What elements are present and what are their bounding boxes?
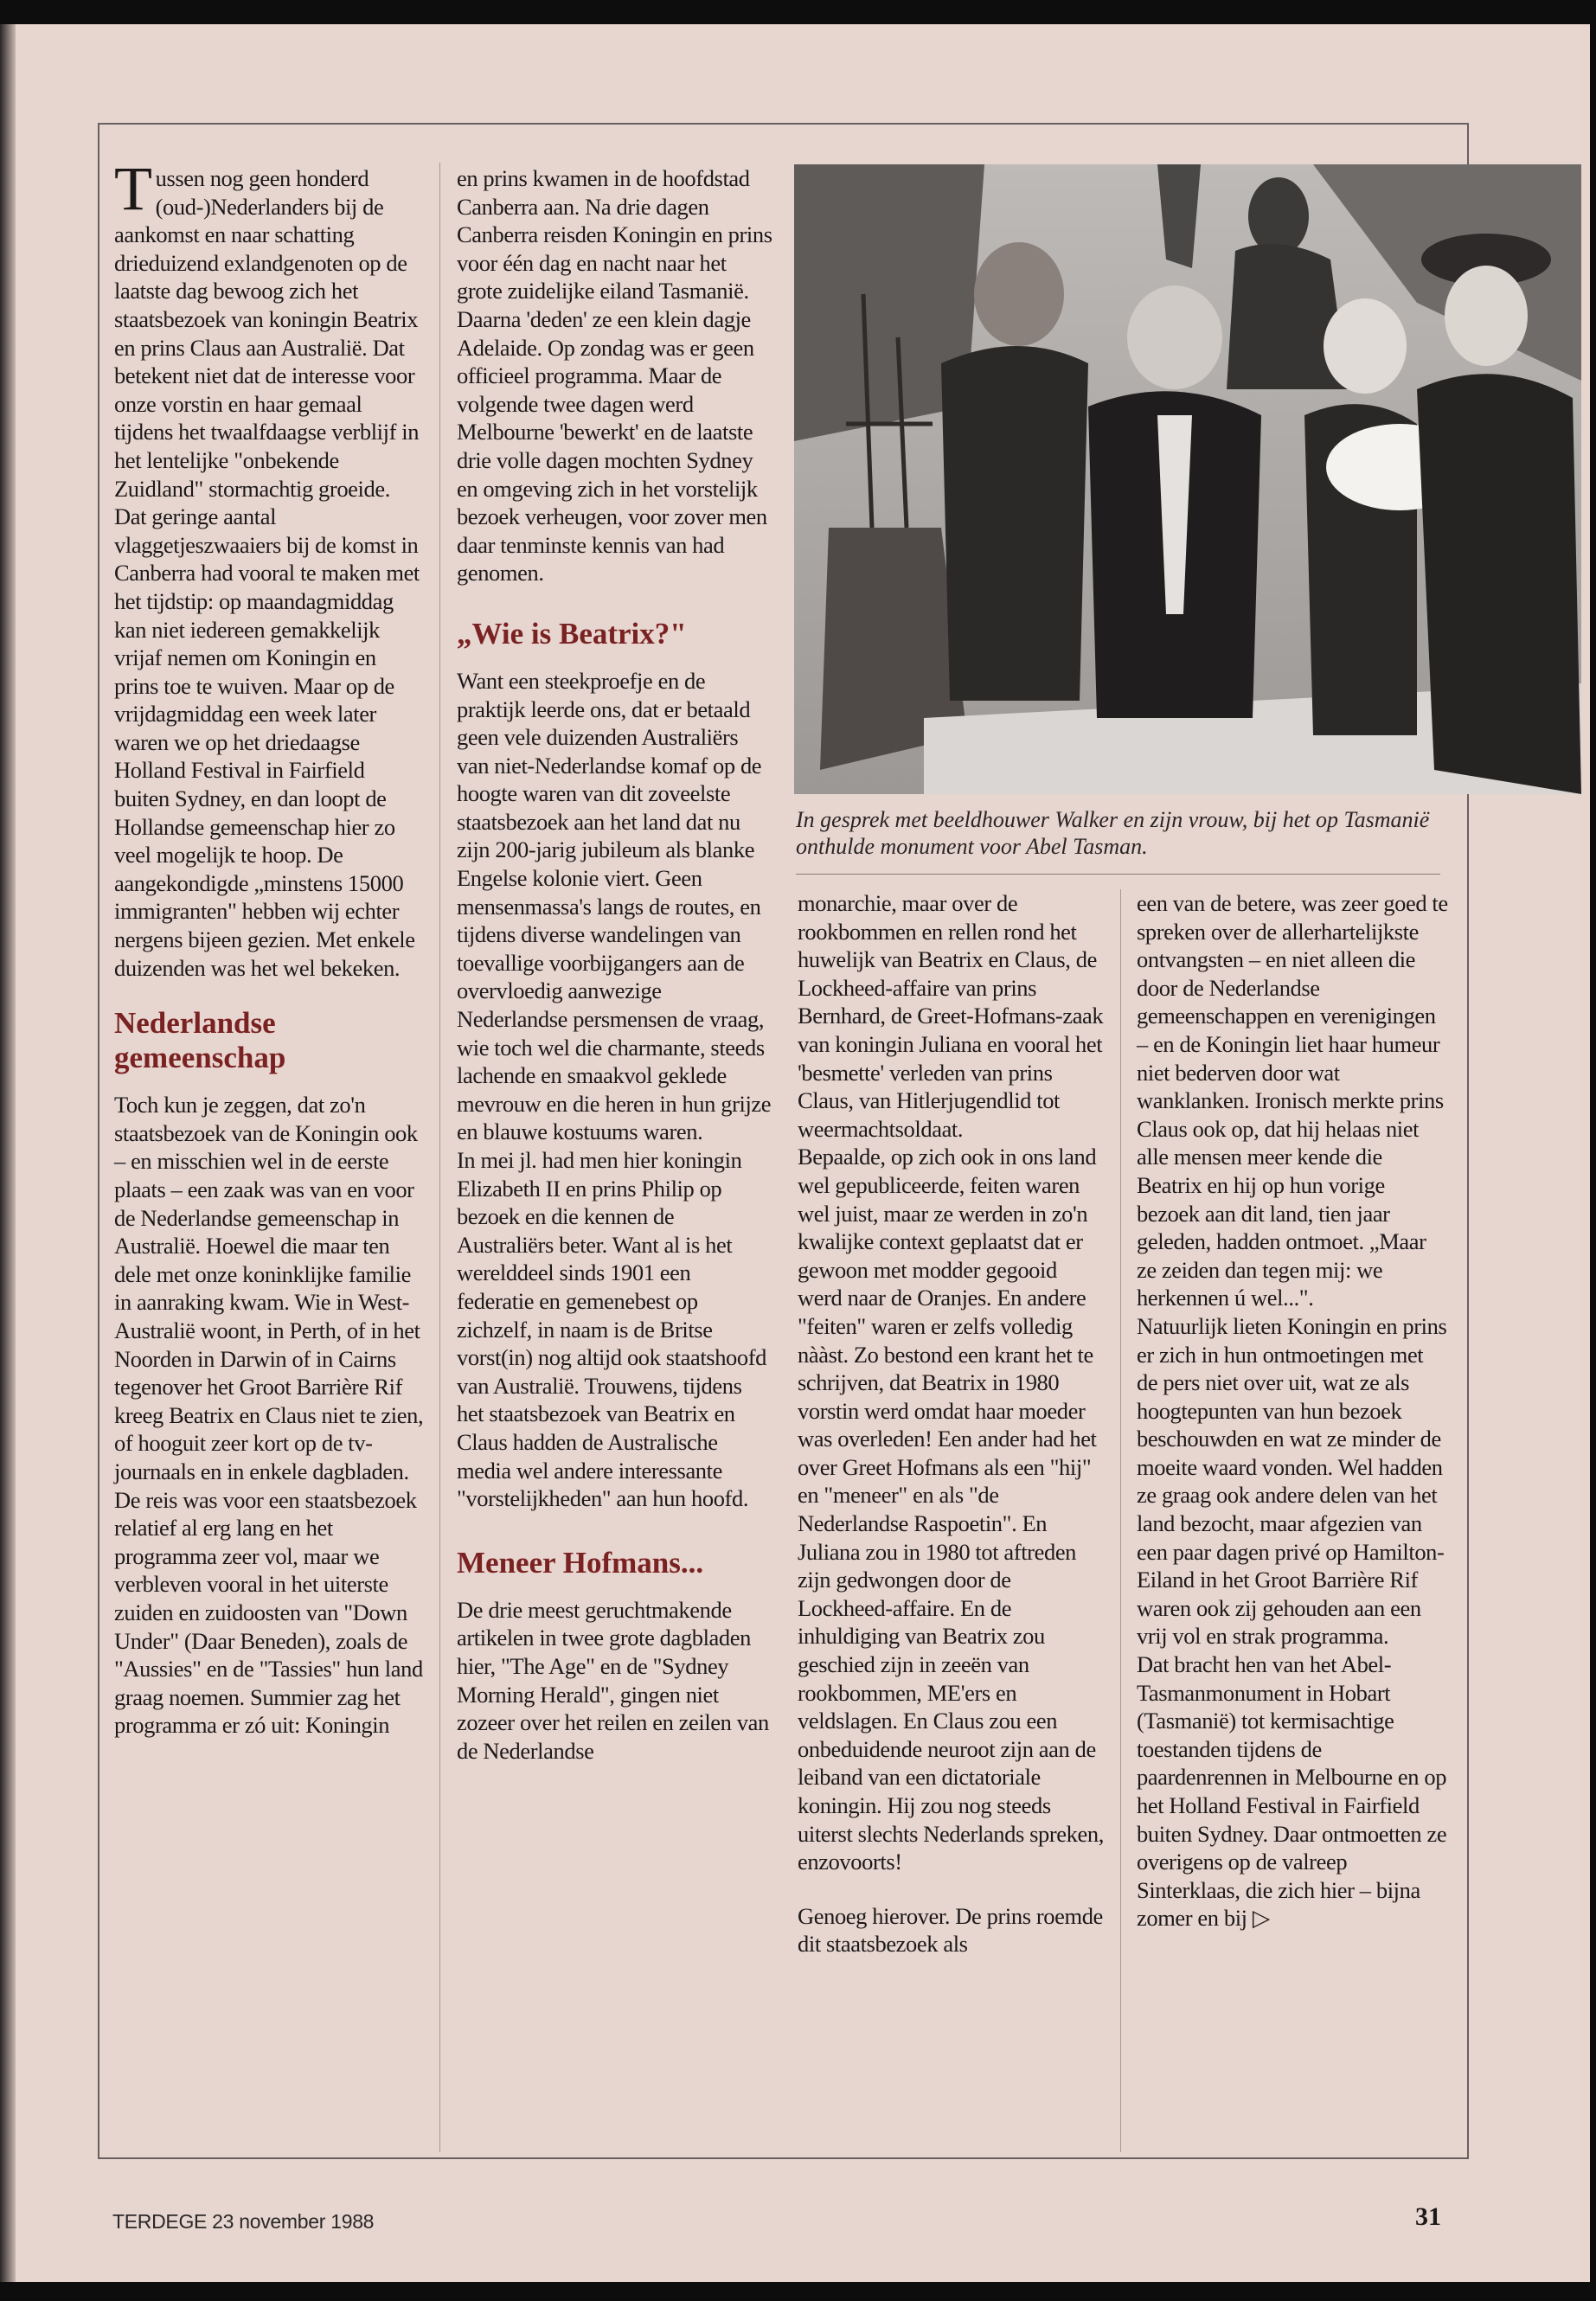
column-separator xyxy=(1120,889,1121,2152)
paragraph: De drie meest geruchtmakende artikelen in twee grote dagbladen hier, "The Age" en de "Sydney Morning Herald", gingen niet zozeer over het reilen en zeilen van de Nederlandse xyxy=(457,1596,769,1764)
photo-caption: In gesprek met beeldhouwer Walker en zijn vrouw, bij het op Tasmanië onthulde monument voor Abel Tasman. xyxy=(796,807,1430,859)
paragraph: monarchie, maar over de rookbommen en rellen rond het huwelijk van Beatrix en Claus, de Lockheed-affaire van prins Bernhard, de Greet-Hofmans-zaak van koningin Juliana en vooral het 'besmette' verleden van prins Claus, van Hitlerjugendlid tot weermachtsoldaat. xyxy=(798,890,1104,1142)
paragraph: een van de betere, was zeer goed te spreken over de allerhartelijkste ontvangsten – en niet alleen die door de Nederlandse gemeenschappen en verenigingen – en de Koningin liet haar humeur niet bederven door wat wanklanken. Ironisch merkte prins Claus ook op, dat hij helaas niet alle mensen meer kende die Beatrix en hij op hun vorige bezoek aan dit land, tien jaar geleden, hadden ontmoet. „Maar ze zeiden dan tegen mij: we herkennen ú wel...". xyxy=(1137,890,1448,1311)
photo xyxy=(794,164,1581,794)
paragraph: Genoeg hierover. De prins roemde dit staatsbezoek als xyxy=(798,1902,1103,1958)
paragraph: Bepaalde, op zich ook in ons land wel gepubliceerde, feiten waren wel juist, maar ze werden in zo'n kwalijke context geplaatst dat er gewoon met modder gegooid werd naar de Oranjes. En andere "feiten" waren er zelfs volledig nààst. Zo bestond een krant het te schrijven, dat Beatrix in 1980 vorstin werd omdat haar moeder was overleden! Een ander had het over Greet Hofmans als een "hij" en "meneer" en als "de Nederlandse Raspoetin". En Juliana zou in 1980 tot aftreden zijn gedwongen door de Lockheed-affaire. En de inhuldiging van Beatrix zou geschied zijn in zeeën van rookbommen, ME'ers en veldslagen. En Claus zou een onbeduidende neuroot zijn aan de leiband van een dictatoriale koningin. Hij zou nog steeds uiterst slechts Nederlands spreken, enzovoorts! xyxy=(798,1144,1104,1875)
paragraph: In mei jl. had men hier koningin Elizabeth II en prins Philip op bezoek en die kennen de Australiërs beter. Want al is het werelddeel sinds 1901 een federatie en gemenebest op zichzelf, in naam is de Britse vorst(in) nog altijd ook staatshoofd van Australië. Trouwens, tijdens het staatsbezoek van Beatrix en Claus hadden de Australische media wel andere interessante "vorstelijkheden" aan hun hoofd. xyxy=(457,1147,767,1512)
paragraph: De reis was voor een staatsbezoek relatief al erg lang en het programma zeer vol, maar we verbleven vooral in het uiterste zuiden en zuidoosten van "Down Under" (Daar Beneden), zoals de "Aussies" en de "Tassies" hun land graag noemen. Summier zag het programma er zó uit: Koningin xyxy=(114,1486,423,1739)
section-heading: „Wie is Beatrix?" xyxy=(457,616,687,651)
article-column-3 xyxy=(798,889,1105,1958)
paragraph: Tussen nog geen honderd (oud-)Nederlanders bij de aankomst en naar schatting drieduizend exlandgenoten op de laatste dag bewoog zich het staatsbezoek van koningin Beatrix en prins Claus aan Australië. Dat betekent niet dat de interesse voor onze vorstin en haar gemaal tijdens het twaalfdaagse verblijf in het lentelijke "onbekende Zuidland" stormachtig groeide. xyxy=(114,154,420,502)
caption-divider xyxy=(796,874,1440,875)
continue-arrow-icon: ▷ xyxy=(1252,1905,1270,1932)
paragraph: Want een steekproefje en de praktijk leerde ons, dat er betaald geen vele duizenden Australiërs van niet-Nederlandse komaf op de hoogte waren van dit zoveelste staatsbezoek aan het land dat nu zijn 200-jarig jubileum als blanke Engelse kolonie viert. Geen mensenmassa's langs de routes, en tijdens diverse wandelingen van toevallige voorbijgangers aan de overvloedig aanwezige Nederlandse persmensen de vraag, wie toch wel die charmante, steeds lachende en smaakvol geklede mevrouw en die heren in hun grijze en blauwe kostuums waren. xyxy=(457,667,772,1145)
article-column-4 xyxy=(1137,889,1448,1932)
paragraph: en prins kwamen in de hoofdstad Canberra aan. Na drie dagen Canberra reisden Koningin en prins voor één dag en nacht naar het grote zuidelijke eiland Tasmanië. Daarna 'deden' ze een klein dagje Adelaide. Op zondag was er geen officieel programma. Maar de volgende twee dagen werd Melbourne 'bewerkt' en de laatste drie volle dagen mochten Sydney en omgeving zich in het vorstelijk bezoek verheugen, voor zover men daar tenminste kennis van had genomen. xyxy=(457,165,772,586)
article-column-1 xyxy=(114,154,424,1740)
paragraph: Dat bracht hen van het Abel-Tasmanmonument in Hobart (Tasmanië) tot kermisachtige toestanden tijdens de paardenrennen in Melbourne en op het Holland Festival in Fairfield buiten Sydney. Daar ontmoetten ze overigens op de valreep Sinterklaas, die zich hier – bijna zomer en bij ▷ xyxy=(1137,1651,1447,1932)
article-column-2 xyxy=(457,164,772,1765)
paragraph: Toch kun je zeggen, dat zo'n staatsbezoek van de Koningin ook – en misschien wel in de eerste plaats – een zaak was van en voor de Nederlandse gemeenschap in Australië. Hoewel die maar ten dele met onze koninklijke familie in aanraking kwam. Wie in West-Australië woont, in Perth, of in het Noorden in Darwin of in Cairns tegenover het Groot Barrière Rif kreeg Beatrix en Claus niet te zien, of hooguit zeer kort op de tv-journaals en in enkele dagbladen. xyxy=(114,1092,424,1484)
column-separator xyxy=(439,163,440,2152)
section-heading: Meneer Hofmans... xyxy=(457,1545,704,1580)
drop-cap: T xyxy=(114,154,152,223)
footer-publication: TERDEGE 23 november 1988 xyxy=(112,2210,375,2233)
section-heading: Nederlandse gemeenschap xyxy=(114,1006,286,1075)
paragraph: Dat geringe aantal vlaggetjeszwaaiers bij de komst in Canberra had vooral te maken met het tijdstip: op maandagmiddag kan niet iedereen gemakkelijk vrijaf nemen om Koningin en prins toe te wuiven. Maar op de vrijdagmiddag een week later waren we op het driedaagse Holland Festival in Fairfield buiten Sydney, en dan loopt de Hollandse gemeenschap hier zo veel mogelijk te hoop. De aangekondigde „minstens 15000 immigranten" hebben wij echter nergens bijeen gezien. Met enkele duizenden was het wel bekeken. xyxy=(114,503,420,981)
photo-illustration xyxy=(794,164,1581,794)
page-number: 31 xyxy=(1415,2202,1441,2231)
paragraph: Natuurlijk lieten Koningin en prins er zich in hun ontmoetingen met de pers niet over uit, wat ze als hoogtepunten van hun bezoek beschouwden en wat ze minder de moeite waard vonden. Wel hadden ze graag ook andere delen van het land bezocht, maar afgezien van een paar dagen privé op Hamilton-Eiland in het Groot Barrière Rif waren ook zij gehouden aan een vrij vol en strak programma. xyxy=(1137,1312,1447,1650)
magazine-page xyxy=(0,24,1590,2282)
page-spine-shadow xyxy=(0,24,16,2282)
